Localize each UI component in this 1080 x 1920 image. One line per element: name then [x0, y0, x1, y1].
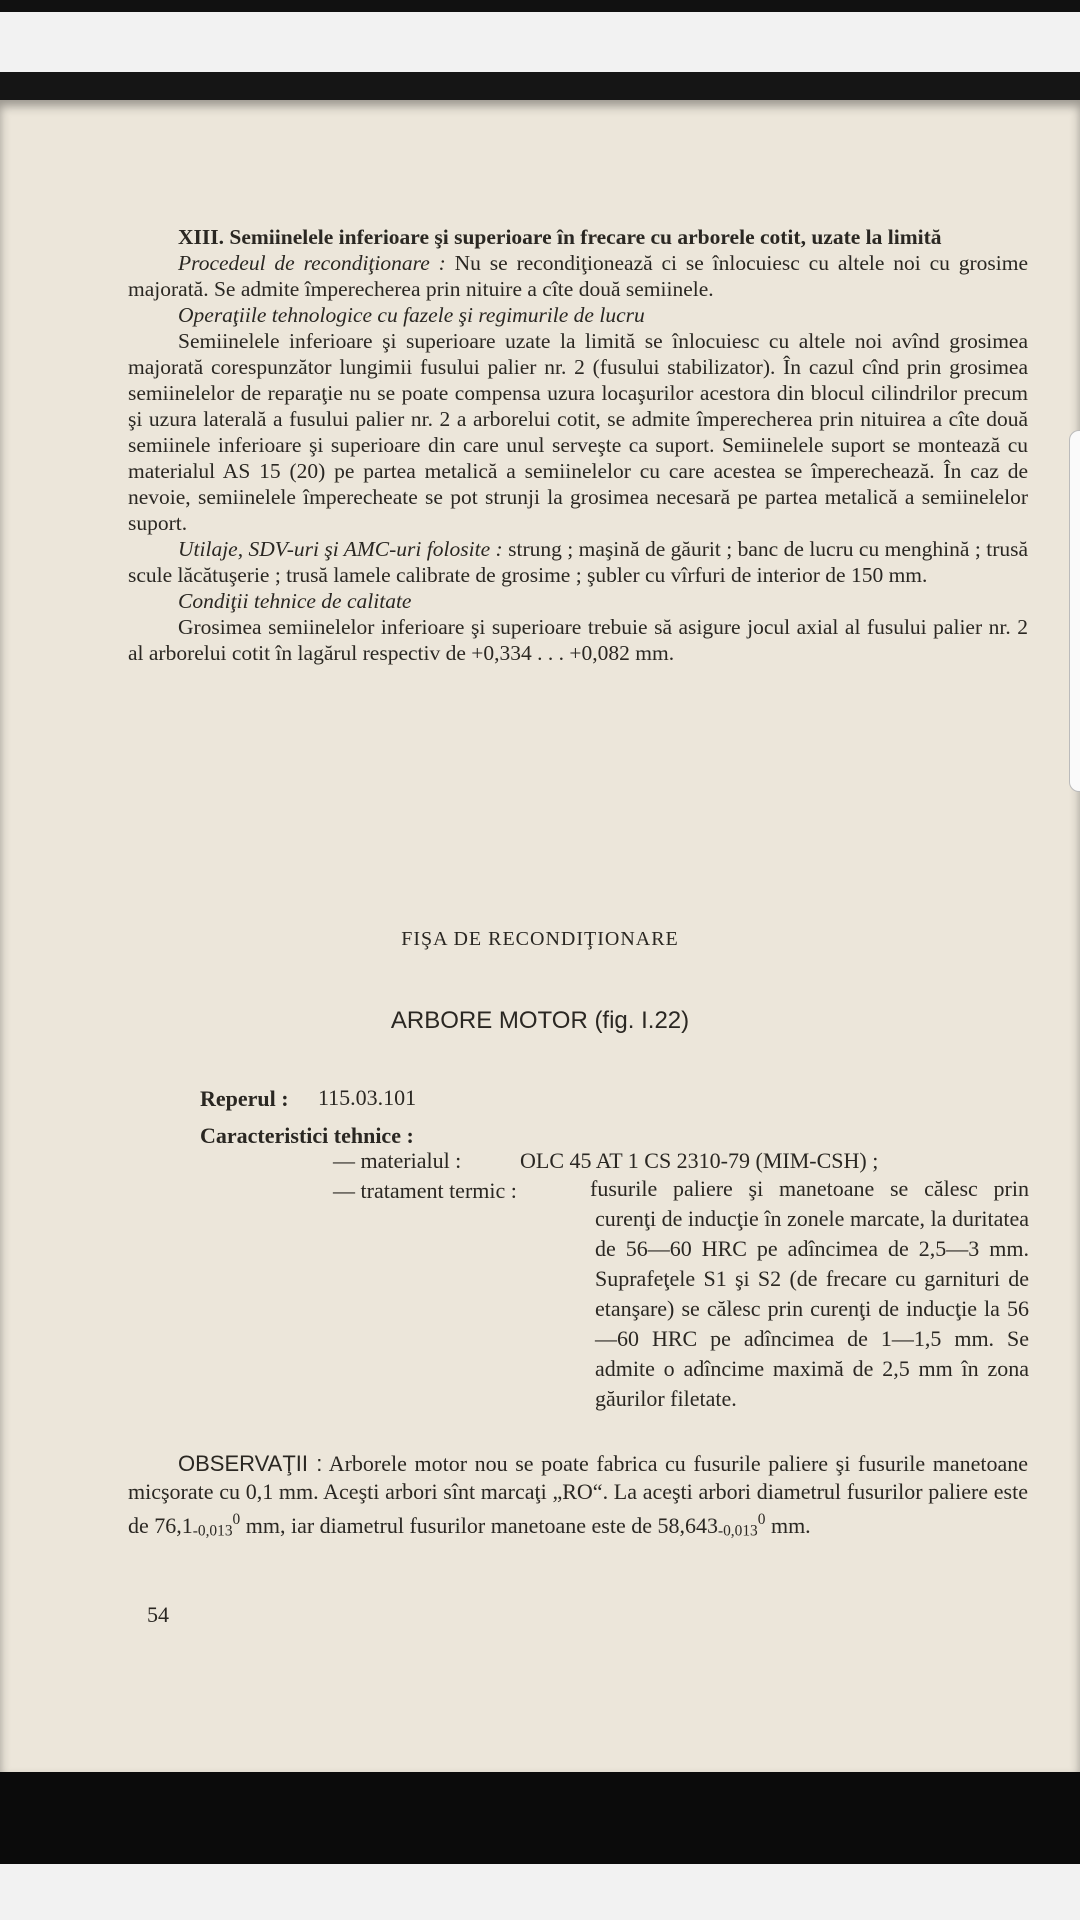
quality-label: Condiţii tehnice de calitate [178, 589, 412, 613]
scanned-page [0, 100, 1080, 1772]
treatment-value [590, 1174, 1029, 1414]
characteristics-label: Caracteristici tehnice : [200, 1123, 414, 1148]
observations-text-3: mm. [770, 1513, 811, 1539]
treatment-text: fusurile paliere şi manetoane se călesc prin curenţi de inducţie în zonele marcate, la duritatea de 56—60 HRC pe adîncimea de 2,5—3 mm. Suprafeţele S1 şi S2 (de frecare cu garnituri de etanşare) se călesc prin curenţi de inducţie la 56—60 HRC pe adîncimea de 1—1,5 mm. Se admite o adîncime maximă de 2,5 mm în zona găurilor filetate. [590, 1176, 1029, 1411]
section-heading: XIII. Semiinelele inferioare şi superioare în frecare cu arborele cotit, uzate la limită [178, 225, 942, 249]
observations-text-1: Arborele motor nou se poate fabrica cu fusurile paliere şi fusurile manetoane micşorate cu 0,1 mm. Aceşti arbori sînt marcaţi „RO“. La aceşti arbori diametrul fusurilor paliere este de 76,1 [128, 1451, 1028, 1539]
paliere-tolerance-upper: 0 [232, 1511, 241, 1528]
equipment-paragraph [128, 536, 1028, 588]
viewer-top-strip [0, 12, 1080, 74]
viewer-bottom-strip [0, 1864, 1080, 1920]
equipment-label: Utilaje, SDV-uri şi AMC-uri folosite : [178, 537, 503, 561]
procedure-text: Nu se recondiţionează ci se înlocuiesc cu altele noi cu grosime majorată. Se admite împerecherea prin nituire a cîte două semiinele. [128, 251, 1028, 301]
scan-bottom-edge [0, 1772, 1080, 1864]
reper-label: Reperul : [200, 1086, 289, 1111]
observations-label: OBSERVAŢII : [178, 1451, 323, 1476]
top-bar [0, 0, 1080, 12]
scan-top-edge [0, 72, 1080, 102]
observations-text-2: mm, iar diametrul fusurilor manetoane este de 58,643 [245, 1513, 718, 1539]
manetoane-tolerance-upper: 0 [757, 1511, 766, 1528]
procedure-label: Procedeul de recondiţionare : [178, 251, 446, 275]
operations-text: Semiinelele inferioare şi superioare uzate la limită se înlocuiesc cu altele noi avînd grosimea majorată corespunzător lungimii fusului palier nr. 2 (fusului stabilizator). În cazul cînd prin grosimea semiinelelor de reparaţie nu se poate compensa uzura locaşurilor acestora din blocul cilindrilor precum şi uzura laterală a fusului palier nr. 2 a arborelui cotit, se admite împerecherea prin nituirea a cîte două semiinele inferioare şi superioare din care unul serveşte ca suport. Semiinelele suport se montează cu materialul AS 15 (20) pe partea metalică a semiinelelor cu care acestea se împerechează. În caz de nevoie, semiinelele împerecheate se pot strunji la grosimea necesară pe partea metalică a semiinelelor suport. [128, 329, 1028, 535]
reper-value: 115.03.101 [318, 1085, 417, 1110]
page-number: 54 [147, 1602, 169, 1627]
operations-label: Operaţiile tehnologice cu fazele şi regimurile de lucru [178, 303, 645, 327]
paliere-tolerance-lower: -0,013 [192, 1522, 233, 1540]
material-label: — materialul : [333, 1148, 462, 1173]
equipment-text: strung ; maşină de găurit ; banc de lucru cu menghină ; trusă scule lăcătuşerie ; trusă lamele calibrate de grosime ; şubler cu vîrfuri de interior de 150 mm. [128, 537, 1029, 587]
fisa-subtitle: ARBORE MOTOR (fig. I.22) [390, 1007, 690, 1034]
quality-text: Grosimea semiinelelor inferioare şi superioare trebuie să asigure jocul axial al fusului palier nr. 2 al arborelui cotit în lagărul respectiv de +0,334 . . . +0,082 mm. [128, 615, 1028, 665]
observations-paragraph [128, 1450, 1028, 1546]
treatment-label: — tratament termic : [333, 1178, 517, 1203]
procedure-paragraph [128, 250, 1028, 302]
fisa-title: FIŞA DE RECONDIŢIONARE [401, 928, 679, 950]
material-value: OLC 45 AT 1 CS 2310-79 (MIM-CSH) ; [520, 1148, 879, 1173]
observations [128, 1450, 1028, 1546]
side-scroll-handle[interactable] [1069, 430, 1080, 792]
section-xiii [128, 224, 1028, 666]
manetoane-tolerance-lower: -0,013 [717, 1522, 758, 1540]
